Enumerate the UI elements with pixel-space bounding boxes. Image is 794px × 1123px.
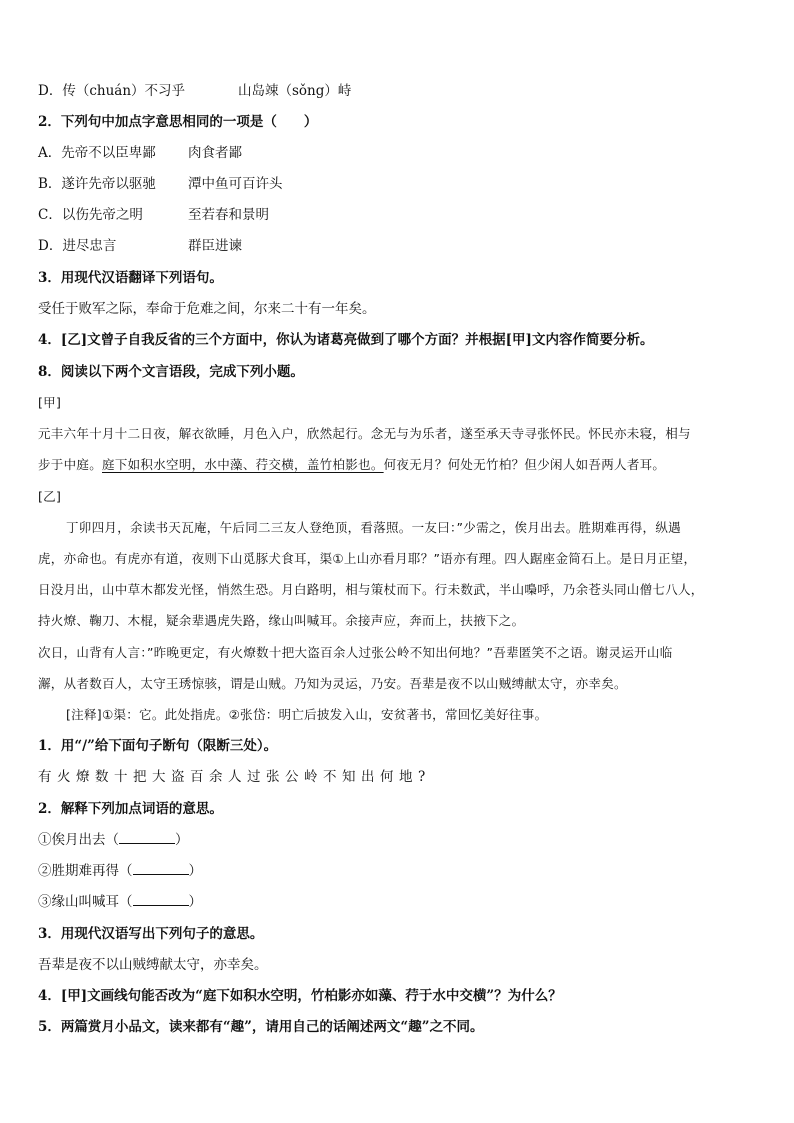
passage-jia-line: 元丰六年十月十二日夜，解衣欲睡，月色入户，欣然起行。念无与为乐者，遂至承天寺寻张怀民。怀民亦未寝，相与 xyxy=(38,426,691,441)
passage-jia-line xyxy=(38,455,764,475)
option-right: 潭中鱼可百许头 xyxy=(188,176,283,192)
answer-blank[interactable] xyxy=(133,892,189,906)
question-3-sentence: 受任于败军之际，奉命于危难之间，尔来二十有一年矣。 xyxy=(38,301,376,317)
sub-question-3: 3．用现代汉语写出下列句子的意思。 xyxy=(38,926,264,942)
option-left: A．先帝不以臣卑鄙 xyxy=(38,145,156,161)
sub-question-1-sentence: 有火燎数十把大盗百余人过张公岭不知出何地? xyxy=(38,769,431,785)
q2-option-b xyxy=(38,174,764,194)
passage-yi-line: 次日，山背有人言：”昨晚更定，有火燎数十把大盗百余人过张公岭不知出何地？”吾辈匿笑不之语。谢灵运开山临 xyxy=(38,645,673,660)
option-right: 山岛竦（sǒng）峙 xyxy=(238,83,352,99)
annotation-note: [注释]①渠：它。此处指虎。②张岱：明亡后披发入山，安贫著书，常回忆美好往事。 xyxy=(66,707,548,722)
close-paren: ） xyxy=(175,832,189,848)
sub-question-3-sentence: 吾辈是夜不以山贼缚献太守，亦幸矣。 xyxy=(38,957,268,973)
sub-question-5: 5．两篇赏月小品文，读来都有“趣”，请用自己的话阐述两文“趣”之不同。 xyxy=(38,1019,484,1035)
option-left: B．遂许先帝以驱驰 xyxy=(38,176,156,192)
passage-yi-line: 虎，亦命也。有虎亦有道，夜则下山觅豚犬食耳，渠①上山亦看月耶？”语亦有理。四人踞座金简石上。是日月正望， xyxy=(38,551,697,566)
sub-question-2: 2．解释下列加点词语的意思。 xyxy=(38,801,223,817)
sub-question-2-item xyxy=(38,861,764,881)
question-3: 3．用现代汉语翻译下列语句。 xyxy=(38,270,223,286)
q2-option-c xyxy=(38,205,764,225)
q2-option-d xyxy=(38,236,764,256)
answer-blank[interactable] xyxy=(133,861,189,875)
passage-yi-line: 丁卯四月，余读书天瓦庵，午后同二三友人登绝顶，看落照。一友曰：”少需之，俟月出去。胜期难再得，纵遇 xyxy=(66,520,681,535)
close-paren: ） xyxy=(188,894,202,910)
option-left: D．传（chuán）不习乎 xyxy=(38,83,186,99)
passage-yi-label: [乙] xyxy=(38,489,62,504)
answer-blank[interactable] xyxy=(119,830,175,844)
item-text: ①俟月出去（ xyxy=(38,832,119,848)
option-d-prev xyxy=(38,81,764,101)
question-4: 4．[乙]文曾子自我反省的三个方面中，你认为诸葛亮做到了哪个方面？并根据[甲]文内容作简要分析。 xyxy=(38,332,654,348)
q2-option-a xyxy=(38,143,764,163)
text-segment: 步于中庭。 xyxy=(38,457,103,472)
passage-yi-line: 日没月出，山中草木都发光怪，悄然生恐。月白路明，相与策杖而下。行未数武，半山嘄呼，乃余苍头同山僧七八人， xyxy=(38,582,704,597)
question-2: 2．下列句中加点字意思相同的一项是（ ） xyxy=(38,114,318,130)
option-left: D．进尽忠言 xyxy=(38,238,117,254)
sub-question-2-item xyxy=(38,830,764,850)
sub-question-1: 1．用“/”给下面句子断句（限断三处）。 xyxy=(38,738,278,754)
text-segment: 何夜无月？何处无竹柏？但少闲人如吾两人者耳。 xyxy=(383,457,666,472)
option-right: 肉食者鄙 xyxy=(188,145,242,161)
sub-question-4: 4．[甲]文画线句能否改为“庭下如积水空明，竹柏影亦如藻、荇于水中交横”？为什么？ xyxy=(38,988,562,1004)
item-text: ③缘山叫喊耳（ xyxy=(38,894,133,910)
question-8: 8．阅读以下两个文言语段，完成下列小题。 xyxy=(38,364,304,380)
passage-yi-line: 澥，从者数百人，太守王琇惊骇，谓是山贼。乃知为灵运，乃安。吾辈是夜不以山贼缚献太守，亦幸矣。 xyxy=(38,676,627,691)
item-text: ②胜期难再得（ xyxy=(38,863,133,879)
passage-jia-label: [甲] xyxy=(38,395,62,410)
underlined-sentence: 庭下如积水空明，水中藻、荇交横，盖竹柏影也。 xyxy=(102,457,384,472)
passage-yi-line: 持火燎、鞠刀、木棍，疑余辈遇虎失路，缘山叫喊耳。余接声应，奔而上，扶掖下之。 xyxy=(38,613,525,628)
sub-question-2-item xyxy=(38,892,764,912)
close-paren: ） xyxy=(188,863,202,879)
option-right: 群臣进谏 xyxy=(188,238,242,254)
option-left: C．以伤先帝之明 xyxy=(38,207,143,223)
option-right: 至若春和景明 xyxy=(188,207,269,223)
